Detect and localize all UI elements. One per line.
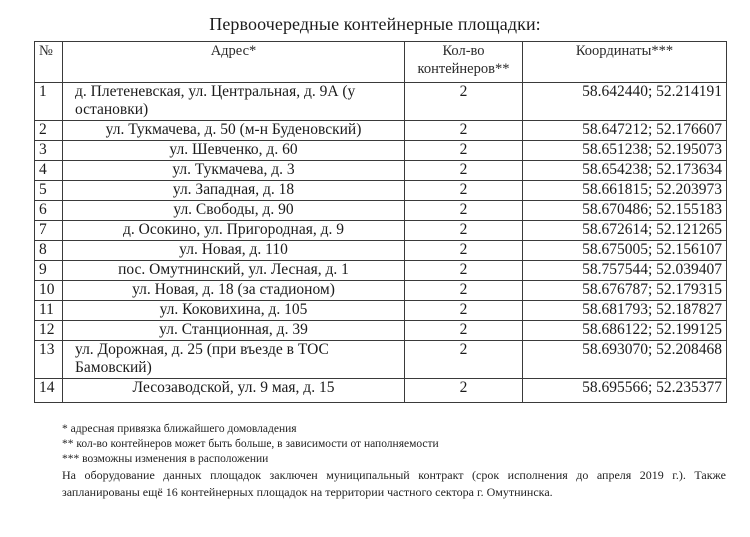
header-number: № bbox=[35, 42, 63, 83]
row-number: 14 bbox=[35, 379, 63, 403]
row-number: 6 bbox=[35, 201, 63, 221]
row-address: ул. Тукмачева, д. 50 (м-н Буденовский) bbox=[63, 121, 405, 141]
footnote-coordinates: *** возможны изменения в расположении bbox=[62, 453, 269, 465]
table-row bbox=[35, 321, 727, 341]
row-container-count: 2 bbox=[405, 321, 523, 341]
row-number: 8 bbox=[35, 241, 63, 261]
row-number: 13 bbox=[35, 341, 63, 379]
row-coordinates: 58.651238; 52.195073 bbox=[523, 141, 727, 161]
table-row bbox=[35, 341, 727, 379]
header-address: Адрес* bbox=[63, 42, 405, 83]
row-container-count: 2 bbox=[405, 83, 523, 121]
row-container-count: 2 bbox=[405, 161, 523, 181]
row-coordinates: 58.647212; 52.176607 bbox=[523, 121, 727, 141]
row-number: 4 bbox=[35, 161, 63, 181]
table-row bbox=[35, 301, 727, 321]
row-coordinates: 58.670486; 52.155183 bbox=[523, 201, 727, 221]
row-number: 5 bbox=[35, 181, 63, 201]
row-number: 1 bbox=[35, 83, 63, 121]
footnote-container-count: ** кол-во контейнеров может быть больше, в зависимости от наполняемости bbox=[62, 438, 439, 450]
row-address: ул. Шевченко, д. 60 bbox=[63, 141, 405, 161]
row-container-count: 2 bbox=[405, 221, 523, 241]
row-number: 12 bbox=[35, 321, 63, 341]
row-coordinates: 58.676787; 52.179315 bbox=[523, 281, 727, 301]
row-coordinates: 58.654238; 52.173634 bbox=[523, 161, 727, 181]
row-coordinates: 58.672614; 52.121265 bbox=[523, 221, 727, 241]
table-row bbox=[35, 141, 727, 161]
row-address: ул. Дорожная, д. 25 (при въезде в ТОС Бамовский) bbox=[63, 341, 405, 379]
row-address: ул. Станционная, д. 39 bbox=[63, 321, 405, 341]
header-coordinates: Координаты*** bbox=[523, 42, 727, 83]
contract-paragraph: На оборудование данных площадок заключен муниципальный контракт (срок исполнения до апреля 2019 г.). Также запланированы ещё 16 контейнерных площадок на территории частного сектора г. Омутнинска. bbox=[62, 468, 726, 499]
container-sites-table bbox=[34, 41, 727, 403]
row-address: ул. Западная, д. 18 bbox=[63, 181, 405, 201]
table-row bbox=[35, 281, 727, 301]
row-address: ул. Свободы, д. 90 bbox=[63, 201, 405, 221]
row-container-count: 2 bbox=[405, 301, 523, 321]
row-coordinates: 58.661815; 52.203973 bbox=[523, 181, 727, 201]
row-coordinates: 58.681793; 52.187827 bbox=[523, 301, 727, 321]
document-title: Первоочередные контейнерные площадки: bbox=[209, 14, 541, 34]
row-coordinates: 58.686122; 52.199125 bbox=[523, 321, 727, 341]
table-row bbox=[35, 201, 727, 221]
table-row bbox=[35, 241, 727, 261]
row-container-count: 2 bbox=[405, 181, 523, 201]
row-number: 2 bbox=[35, 121, 63, 141]
row-address: ул. Тукмачева, д. 3 bbox=[63, 161, 405, 181]
row-number: 7 bbox=[35, 221, 63, 241]
table-row bbox=[35, 161, 727, 181]
row-address: ул. Новая, д. 110 bbox=[63, 241, 405, 261]
row-address: ул. Коковихина, д. 105 bbox=[63, 301, 405, 321]
row-address: д. Осокино, ул. Пригородная, д. 9 bbox=[63, 221, 405, 241]
row-container-count: 2 bbox=[405, 341, 523, 379]
table-row bbox=[35, 379, 727, 403]
row-coordinates: 58.675005; 52.156107 bbox=[523, 241, 727, 261]
header-container-count: Кол-во контейнеров** bbox=[405, 42, 523, 83]
row-container-count: 2 bbox=[405, 141, 523, 161]
row-number: 10 bbox=[35, 281, 63, 301]
row-address: д. Плетеневская, ул. Центральная, д. 9А (у остановки) bbox=[63, 83, 405, 121]
row-container-count: 2 bbox=[405, 241, 523, 261]
table-row bbox=[35, 261, 727, 281]
notes-section bbox=[62, 422, 726, 500]
row-address: Лесозаводской, ул. 9 мая, д. 15 bbox=[63, 379, 405, 403]
row-coordinates: 58.757544; 52.039407 bbox=[523, 261, 727, 281]
row-container-count: 2 bbox=[405, 379, 523, 403]
table-row bbox=[35, 121, 727, 141]
row-number: 11 bbox=[35, 301, 63, 321]
row-number: 3 bbox=[35, 141, 63, 161]
row-address: ул. Новая, д. 18 (за стадионом) bbox=[63, 281, 405, 301]
row-coordinates: 58.642440; 52.214191 bbox=[523, 83, 727, 121]
footnote-address: * адресная привязка ближайшего домовладения bbox=[62, 423, 297, 435]
row-coordinates: 58.695566; 52.235377 bbox=[523, 379, 727, 403]
row-number: 9 bbox=[35, 261, 63, 281]
table-row bbox=[35, 181, 727, 201]
row-container-count: 2 bbox=[405, 121, 523, 141]
table-row bbox=[35, 83, 727, 121]
table-header-row bbox=[35, 42, 727, 83]
row-container-count: 2 bbox=[405, 201, 523, 221]
row-container-count: 2 bbox=[405, 281, 523, 301]
row-address: пос. Омутнинский, ул. Лесная, д. 1 bbox=[63, 261, 405, 281]
row-container-count: 2 bbox=[405, 261, 523, 281]
row-coordinates: 58.693070; 52.208468 bbox=[523, 341, 727, 379]
table-row bbox=[35, 221, 727, 241]
